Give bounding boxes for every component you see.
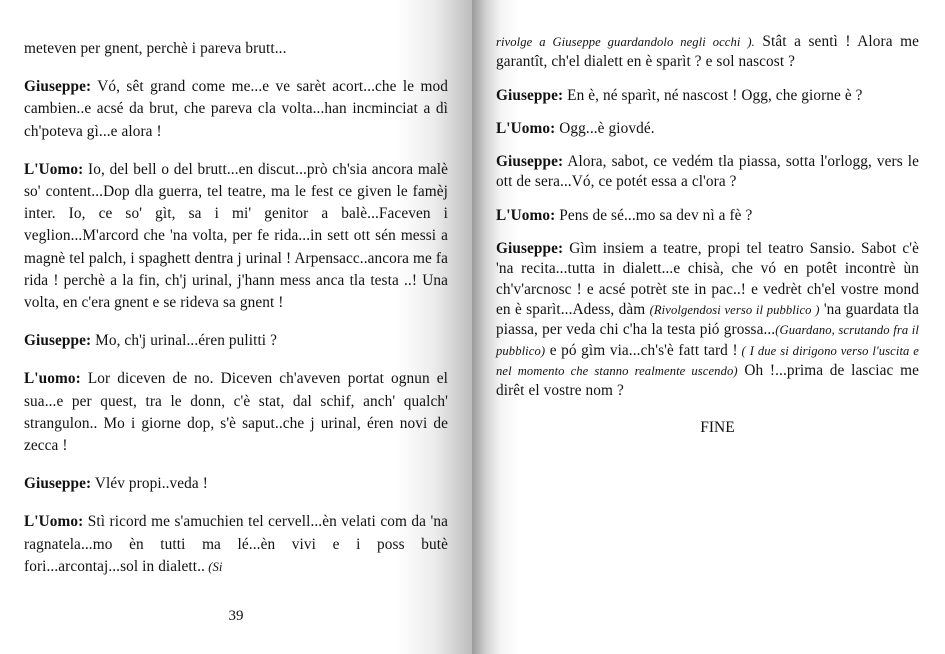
- paragraph-2: [24, 76, 448, 143]
- speaker-name: Giuseppe:: [24, 78, 92, 96]
- paragraph-1: [496, 32, 919, 73]
- speaker-name: L'Uomo:: [496, 206, 556, 224]
- stage-direction: (Guardano, scrutando fra il pubblico): [496, 323, 919, 358]
- paragraph-5: [496, 206, 919, 226]
- speaker-name: Giuseppe:: [24, 475, 92, 493]
- stage-direction: ( I due si dirigono verso l'uscita e nel momento che stanno realmente uscendo): [496, 343, 919, 378]
- right-page: [472, 0, 945, 654]
- paragraph-text: Gìm insiem a teatre, propi tel teatro Sansio. Sabot c'è 'na recita...tutta in dialett...e chisà, che vó en potêt incontrè ùn ch'v'arcnosc ! e acsé potrèt ste in pac..! e vedrèt ch'el vostre mond en è sparìt...Adess, dàm: [496, 240, 919, 318]
- paragraph-text: Vó, sêt grand come me...e ve sarèt acort...che le mod cambien..e acsé da brut, che pareva cla volta...han incminciat a dì ch'poteva gì...e alora !: [24, 78, 448, 140]
- paragraph-2: [496, 86, 919, 106]
- paragraph-text: Stì ricord me s'amuchien tel cervell...èn velati com da 'na ragnatela...mo èn tutti ma lé...èn vivi e i poss butè fori...arcontaj...sol in dialett..: [24, 513, 448, 575]
- left-page: [0, 0, 472, 654]
- speaker-name: Giuseppe:: [24, 332, 92, 350]
- paragraph-text: Lor diceven de no. Diceven ch'aveven portat ognun el sua...e per quest, tra le donn, c'è stat, dal schif, anch' qualch' strangulon.. Mo i giorne dop, s'è saput..che j urinal, éren novi de zecca !: [24, 370, 448, 455]
- paragraph-text: Alora, sabot, ce vedém tla piassa, sotta l'orlogg, vers le ott de sera...Vó, ce potét essa a cl'ora ?: [496, 153, 919, 191]
- page-number: 39: [228, 608, 244, 624]
- speaker-name: Giuseppe:: [496, 86, 564, 104]
- speaker-name: L'Uomo:: [24, 513, 84, 531]
- stage-direction: rivolge a Giuseppe guardandolo negli occhi ).: [496, 35, 755, 49]
- paragraph-3: [496, 119, 919, 139]
- speaker-name: Giuseppe:: [496, 240, 564, 258]
- speaker-name: L'Uomo:: [496, 119, 556, 137]
- paragraph-text: Io, del bell o del brutt...en discut...prò ch'sia ancora malè so' content...Dop dla guerra, tel teatre, ma le fest ce given le famèj inter. Io, ce so' gìt, sa i mi' genitor a balè...Faceven i veglion...M'arcord che 'na volta, per fe rida...in sett ott sén messi a magnè tel palch, i spaghett dentra j urinal ! Arpensacc..ancora me fa rida ! perchè a la fin, ch'j urinal, j'hann mess anca tla testa ..! Una volta, en c'era gnent e se rideva sa gnent !: [24, 160, 448, 312]
- paragraph-6: [24, 473, 448, 495]
- paragraph-text: En è, né sparìt, né nascost ! Ogg, che giorne è ?: [563, 86, 863, 104]
- paragraph-text: Mo, ch'j urinal...éren pulitti ?: [91, 332, 277, 350]
- paragraph-3: [24, 159, 448, 314]
- stage-direction: (Rivolgendosi verso il pubblico ): [649, 302, 820, 317]
- paragraph-text: Pens de sé...mo sa dev nì a fè ?: [555, 206, 753, 224]
- paragraph-4: [24, 330, 448, 352]
- paragraph-6: [496, 239, 919, 401]
- speaker-name: L'Uomo:: [24, 160, 84, 178]
- paragraph-4: [496, 152, 919, 193]
- paragraph-text: e pó gìm via...ch's'è fatt tard !: [545, 341, 738, 359]
- stage-direction: (Si: [204, 559, 223, 574]
- paragraph-7: [24, 511, 448, 578]
- speaker-name: Giuseppe:: [496, 153, 564, 171]
- paragraph-text: meteven per gnent, perchè i pareva brutt...: [24, 40, 287, 57]
- paragraph-1: [24, 38, 448, 60]
- paragraph-text: Vlév propi..veda !: [91, 475, 208, 493]
- paragraph-text: 'na guardata tla piassa, per veda chi c'ha la testa pió grossa...: [496, 300, 919, 339]
- paragraph-text: Ogg...è giovdé.: [555, 119, 655, 137]
- paragraph-text: Oh !...prima de lasciac me dirêt el vostre nom ?: [496, 361, 919, 400]
- paragraph-5: [24, 368, 448, 457]
- paragraph-text: Stât a sentì ! Alora me garantît, ch'el dialett en è sparìt ? e sol nascost ?: [496, 33, 920, 71]
- end-marker: FINE: [700, 419, 735, 437]
- speaker-name: L'uomo:: [24, 370, 81, 388]
